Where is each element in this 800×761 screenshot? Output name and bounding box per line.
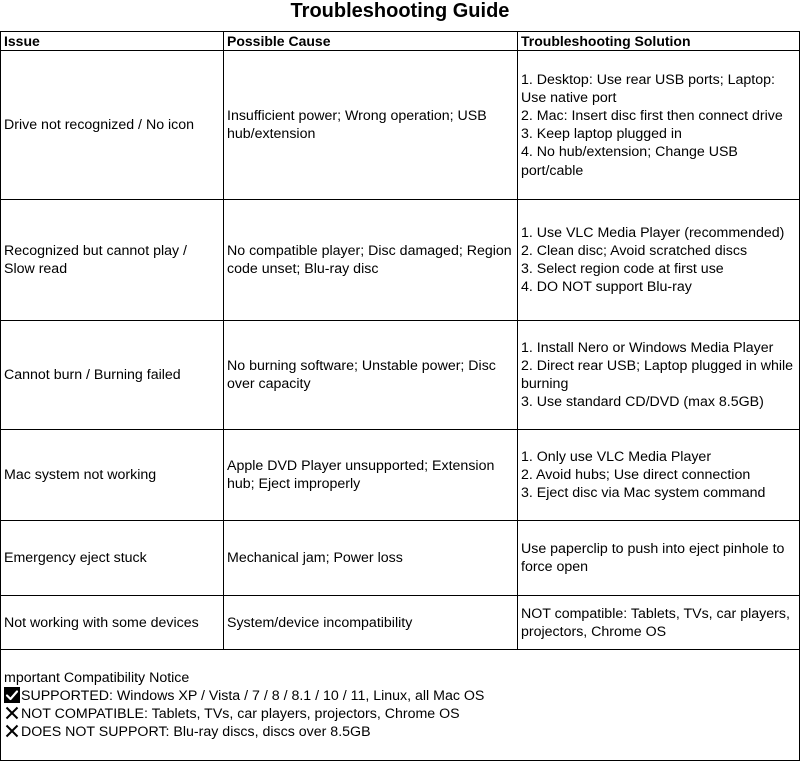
notice-heading: mportant Compatibility Notice bbox=[4, 670, 190, 687]
column-header-solution: Troubleshooting Solution bbox=[518, 32, 800, 51]
check-mark-icon bbox=[4, 687, 20, 703]
issue-cell: Drive not recognized / No icon bbox=[1, 51, 224, 200]
compatibility-notice-row bbox=[1, 650, 800, 761]
solution-cell bbox=[518, 51, 800, 200]
cause-cell: No burning software; Unstable power; Disc over capacity bbox=[224, 321, 518, 430]
notice-not-supported-line bbox=[4, 723, 796, 741]
cross-mark-icon bbox=[4, 723, 20, 739]
solution-cell bbox=[518, 200, 800, 321]
column-header-issue: Issue bbox=[1, 32, 224, 51]
cause-cell: Mechanical jam; Power loss bbox=[224, 521, 518, 596]
issue-cell: Recognized but cannot play / Slow read bbox=[1, 200, 224, 321]
issue-cell: Emergency eject stuck bbox=[1, 521, 224, 596]
cause-cell: Apple DVD Player unsupported; Extension hub; Eject improperly bbox=[224, 430, 518, 521]
solution-line: 1. Use VLC Media Player (recommended) bbox=[521, 224, 785, 241]
solution-line: 3. Select region code at first use bbox=[521, 261, 724, 278]
notice-not-compatible-line bbox=[4, 705, 796, 723]
solution-line: 1. Desktop: Use rear USB ports; Laptop: Use native port bbox=[521, 71, 775, 106]
solution-line: Use paperclip to push into eject pinhole to force open bbox=[521, 541, 785, 576]
cross-mark-icon bbox=[4, 705, 20, 721]
table-row bbox=[1, 521, 800, 596]
page-title: Troubleshooting Guide bbox=[290, 0, 510, 22]
solution-line: 4. No hub/extension; Change USB port/cable bbox=[521, 144, 738, 179]
solution-line: 3. Keep laptop plugged in bbox=[521, 126, 682, 143]
solution-cell bbox=[518, 521, 800, 596]
issue-cell: Not working with some devices bbox=[1, 596, 224, 650]
issue-cell: Mac system not working bbox=[1, 430, 224, 521]
cause-cell: No compatible player; Disc damaged; Region code unset; Blu-ray disc bbox=[224, 200, 518, 321]
cause-cell: Insufficient power; Wrong operation; USB hub/extension bbox=[224, 51, 518, 200]
solution-line: 3. Use standard CD/DVD (max 8.5GB) bbox=[521, 394, 764, 411]
troubleshooting-table bbox=[0, 31, 800, 761]
solution-cell bbox=[518, 430, 800, 521]
notice-supported-text: SUPPORTED: Windows XP / Vista / 7 / 8 / 8.1 / 10 / 11, Linux, all Mac OS bbox=[21, 688, 485, 705]
notice-not-compatible-text: NOT COMPATIBLE: Tablets, TVs, car players, projectors, Chrome OS bbox=[21, 706, 460, 723]
solution-cell bbox=[518, 596, 800, 650]
table-row bbox=[1, 321, 800, 430]
solution-line: 1. Install Nero or Windows Media Player bbox=[521, 339, 774, 356]
solution-line: 4. DO NOT support Blu-ray bbox=[521, 279, 692, 296]
table-row bbox=[1, 596, 800, 650]
column-header-cause: Possible Cause bbox=[224, 32, 518, 51]
table-row bbox=[1, 51, 800, 200]
notice-not-supported-text: DOES NOT SUPPORT: Blu-ray discs, discs over 8.5GB bbox=[21, 724, 371, 741]
solution-cell bbox=[518, 321, 800, 430]
table-row bbox=[1, 430, 800, 521]
notice-supported-line bbox=[4, 687, 796, 705]
solution-line: 2. Direct rear USB; Laptop plugged in while burning bbox=[521, 358, 794, 393]
solution-line: 3. Eject disc via Mac system command bbox=[521, 485, 766, 502]
solution-line: 2. Avoid hubs; Use direct connection bbox=[521, 467, 751, 484]
table-row bbox=[1, 200, 800, 321]
cause-cell: System/device incompatibility bbox=[224, 596, 518, 650]
compatibility-notice bbox=[1, 650, 800, 761]
solution-line: 2. Clean disc; Avoid scratched discs bbox=[521, 243, 748, 259]
solution-line: 2. Mac: Insert disc first then connect drive bbox=[521, 108, 783, 124]
table-header-row bbox=[1, 32, 800, 51]
issue-cell: Cannot burn / Burning failed bbox=[1, 321, 224, 430]
solution-line: NOT compatible: Tablets, TVs, car players, projectors, Chrome OS bbox=[521, 605, 790, 640]
solution-line: 1. Only use VLC Media Player bbox=[521, 448, 712, 465]
